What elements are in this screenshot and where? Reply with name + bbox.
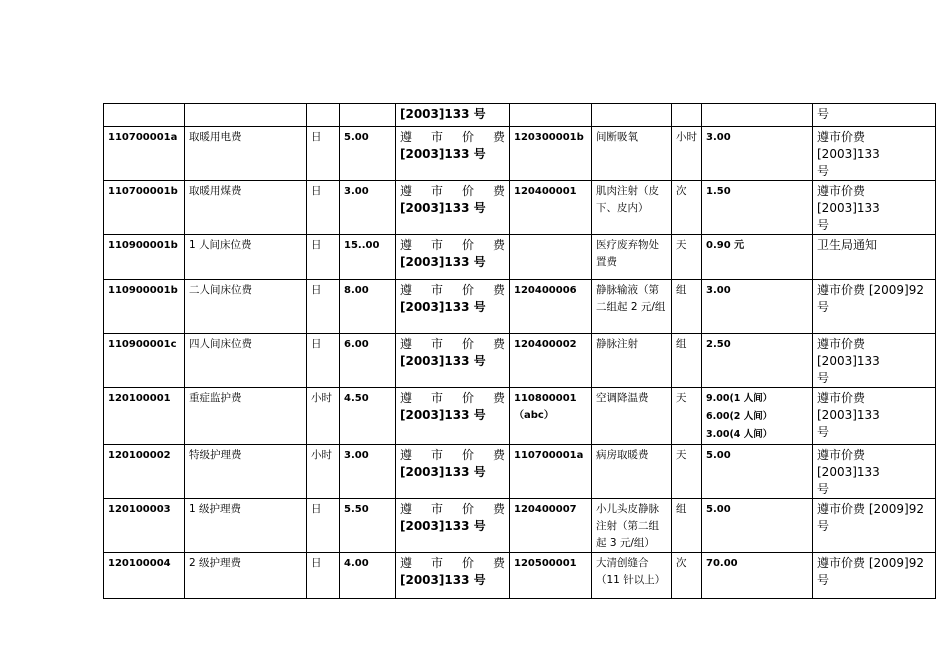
item-basis-line1: 遵 市 价 费 xyxy=(400,283,505,297)
fee-table-body xyxy=(104,104,936,599)
item-basis xyxy=(396,553,510,599)
item-price-2 xyxy=(702,388,813,445)
item-code: 120100003 xyxy=(104,499,185,553)
item-basis xyxy=(396,280,510,334)
item-basis-line1: 遵 市 价 费 xyxy=(400,391,505,405)
item-code-2: 120500001 xyxy=(510,553,592,599)
item-basis-line2: [2003]133 号 xyxy=(400,465,486,479)
item-basis-2-line1: 遵市价费 [2009]92 xyxy=(817,283,924,297)
table-row xyxy=(104,334,936,388)
price-line: 3.00(4 人间） xyxy=(706,429,773,440)
item-basis-line2: [2003]133 号 xyxy=(400,147,486,161)
item-basis-line2: [2003]133 号 xyxy=(400,354,486,368)
item-unit-2: 天 xyxy=(672,388,702,445)
item-code-2: 120400001 xyxy=(510,181,592,235)
table-row xyxy=(104,445,936,499)
item-basis-2: 号 xyxy=(813,104,936,127)
item-name-2: 小儿头皮静脉注射（第二组起 3 元/组） xyxy=(592,499,672,553)
item-name: 2 级护理费 xyxy=(185,553,307,599)
item-basis-2-line2: 号 xyxy=(817,218,830,232)
item-basis-line2: [2003]133 号 xyxy=(400,519,486,533)
item-price-2: 5.00 xyxy=(702,499,813,553)
table-row xyxy=(104,388,936,445)
item-basis-2 xyxy=(813,499,936,553)
item-basis xyxy=(396,235,510,280)
item-basis-2 xyxy=(813,388,936,445)
item-unit xyxy=(307,104,340,127)
price-line: 6.00(2 人间） xyxy=(706,411,773,422)
item-name-2: 空调降温费 xyxy=(592,388,672,445)
table-row xyxy=(104,181,936,235)
table-row xyxy=(104,553,936,599)
item-name: 取暖用煤费 xyxy=(185,181,307,235)
item-basis-line2: [2003]133 号 xyxy=(400,408,486,422)
item-basis xyxy=(396,181,510,235)
item-price: 3.00 xyxy=(340,181,396,235)
item-basis-2-line1: 遵市价费 [2003]133 xyxy=(817,448,880,479)
item-unit: 日 xyxy=(307,280,340,334)
item-name-2: 间断吸氧 xyxy=(592,127,672,181)
item-price-2 xyxy=(702,104,813,127)
item-name: 重症监护费 xyxy=(185,388,307,445)
item-name-2: 静脉输液（第二组起 2 元/组 xyxy=(592,280,672,334)
item-basis-line1: 遵 市 价 费 xyxy=(400,130,505,144)
item-basis-2-line2: 号 xyxy=(817,482,830,496)
item-basis-2-line2: 号 xyxy=(817,300,830,314)
item-code-2: 110700001a xyxy=(510,445,592,499)
item-price: 6.00 xyxy=(340,334,396,388)
item-basis-2-line2: 号 xyxy=(817,425,830,439)
table-row xyxy=(104,499,936,553)
item-code: 110900001c xyxy=(104,334,185,388)
item-name-2: 大清创缝合（11 针以上） xyxy=(592,553,672,599)
item-price: 15..00 xyxy=(340,235,396,280)
fee-table xyxy=(103,103,936,599)
item-basis-2-line1: 遵市价费 [2003]133 xyxy=(817,130,880,161)
item-basis-line1: 遵 市 价 费 xyxy=(400,448,505,462)
item-price xyxy=(340,104,396,127)
table-row xyxy=(104,104,936,127)
item-unit: 日 xyxy=(307,553,340,599)
item-basis-line1: 遵 市 价 费 xyxy=(400,238,505,252)
item-code-2: 120300001b xyxy=(510,127,592,181)
item-basis-2-line2: 号 xyxy=(817,371,830,385)
item-unit: 日 xyxy=(307,181,340,235)
item-name-2: 肌肉注射（皮下、皮内） xyxy=(592,181,672,235)
item-price-2: 3.00 xyxy=(702,127,813,181)
item-code: 110700001b xyxy=(104,181,185,235)
item-unit-2: 小时 xyxy=(672,127,702,181)
item-code: 110900001b xyxy=(104,280,185,334)
item-unit-2: 天 xyxy=(672,445,702,499)
item-basis-2-line2: 号 xyxy=(817,164,830,178)
item-basis xyxy=(396,104,510,127)
item-basis-line1: 遵 市 价 费 xyxy=(400,556,505,570)
item-price: 5.00 xyxy=(340,127,396,181)
item-price-2: 0.90 元 xyxy=(702,235,813,280)
item-basis xyxy=(396,499,510,553)
item-basis-2 xyxy=(813,553,936,599)
item-unit-2: 天 xyxy=(672,235,702,280)
item-name-2: 静脉注射 xyxy=(592,334,672,388)
item-unit-2: 次 xyxy=(672,181,702,235)
item-basis-line1: 遵 市 价 费 xyxy=(400,502,505,516)
item-basis-2-line1: 遵市价费 [2003]133 xyxy=(817,391,880,422)
item-basis-line2: [2003]133 号 xyxy=(400,201,486,215)
item-name xyxy=(185,104,307,127)
item-basis-2-line1: 遵市价费 [2009]92 xyxy=(817,556,924,570)
item-unit: 日 xyxy=(307,499,340,553)
item-basis-2 xyxy=(813,181,936,235)
item-unit: 小时 xyxy=(307,445,340,499)
item-basis xyxy=(396,388,510,445)
item-unit-2: 组 xyxy=(672,280,702,334)
item-basis-2-line1: 遵市价费 [2003]133 xyxy=(817,184,880,215)
item-basis-2 xyxy=(813,280,936,334)
item-code-2: 110800001（abc） xyxy=(510,388,592,445)
item-price: 4.50 xyxy=(340,388,396,445)
item-code: 110900001b xyxy=(104,235,185,280)
item-unit: 日 xyxy=(307,127,340,181)
item-basis xyxy=(396,334,510,388)
item-unit-2: 组 xyxy=(672,499,702,553)
item-name-2 xyxy=(592,104,672,127)
item-basis-line2: [2003]133 号 xyxy=(400,107,486,121)
item-basis xyxy=(396,127,510,181)
item-basis-line2: [2003]133 号 xyxy=(400,300,486,314)
item-unit: 日 xyxy=(307,334,340,388)
item-code-2 xyxy=(510,104,592,127)
item-price-2: 5.00 xyxy=(702,445,813,499)
item-basis-2-line1: 遵市价费 [2009]92 xyxy=(817,502,924,516)
item-basis-line2: [2003]133 号 xyxy=(400,573,486,587)
item-basis-2 xyxy=(813,127,936,181)
item-name: 特级护理费 xyxy=(185,445,307,499)
item-basis-line2: [2003]133 号 xyxy=(400,255,486,269)
item-price-2: 2.50 xyxy=(702,334,813,388)
item-code xyxy=(104,104,185,127)
item-basis-2 xyxy=(813,235,936,280)
table-row xyxy=(104,280,936,334)
item-code: 120100002 xyxy=(104,445,185,499)
item-basis xyxy=(396,445,510,499)
item-code-2: 120400007 xyxy=(510,499,592,553)
item-price: 8.00 xyxy=(340,280,396,334)
item-basis-line1: 遵 市 价 费 xyxy=(400,337,505,351)
table-row xyxy=(104,235,936,280)
item-price: 4.00 xyxy=(340,553,396,599)
item-code-2 xyxy=(510,235,592,280)
item-code-2: 120400006 xyxy=(510,280,592,334)
item-code: 110700001a xyxy=(104,127,185,181)
item-unit-2: 次 xyxy=(672,553,702,599)
item-name: 四人间床位费 xyxy=(185,334,307,388)
item-price-2: 3.00 xyxy=(702,280,813,334)
item-unit-2: 组 xyxy=(672,334,702,388)
item-code: 120100004 xyxy=(104,553,185,599)
item-basis-2-line2: 号 xyxy=(817,519,830,533)
item-basis-2 xyxy=(813,334,936,388)
item-price: 3.00 xyxy=(340,445,396,499)
item-code-2: 120400002 xyxy=(510,334,592,388)
item-code: 120100001 xyxy=(104,388,185,445)
item-price: 5.50 xyxy=(340,499,396,553)
table-row xyxy=(104,127,936,181)
item-basis-2-line1: 卫生局通知 xyxy=(817,238,878,252)
item-name: 二人间床位费 xyxy=(185,280,307,334)
item-name: 取暖用电费 xyxy=(185,127,307,181)
item-name-2: 医疗废弃物处置费 xyxy=(592,235,672,280)
item-unit: 日 xyxy=(307,235,340,280)
item-name: 1 人间床位费 xyxy=(185,235,307,280)
price-line: 9.00(1 人间） xyxy=(706,393,773,404)
item-price-2: 70.00 xyxy=(702,553,813,599)
item-basis-2-line1: 遵市价费 [2003]133 xyxy=(817,337,880,368)
item-name: 1 级护理费 xyxy=(185,499,307,553)
item-name-2: 病房取暖费 xyxy=(592,445,672,499)
item-basis-line1: 遵 市 价 费 xyxy=(400,184,505,198)
item-unit-2 xyxy=(672,104,702,127)
item-basis-2 xyxy=(813,445,936,499)
item-basis-2-line2: 号 xyxy=(817,573,830,587)
item-price-2: 1.50 xyxy=(702,181,813,235)
item-unit: 小时 xyxy=(307,388,340,445)
